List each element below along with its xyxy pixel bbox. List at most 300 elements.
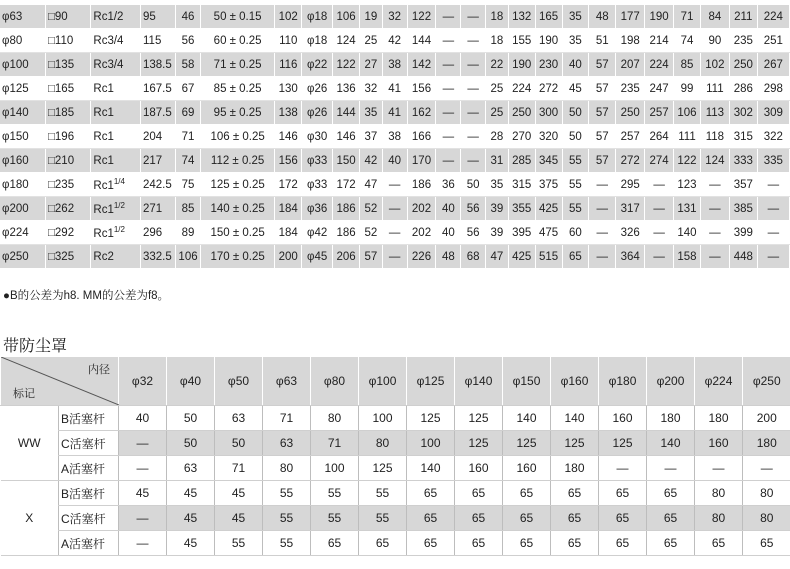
bore-header: φ40 bbox=[167, 357, 215, 406]
table-cell: 322 bbox=[757, 125, 789, 149]
dust-cover-table bbox=[0, 357, 790, 556]
table-cell: 250 bbox=[616, 101, 645, 125]
table-cell: 165 bbox=[535, 5, 562, 29]
table-cell: 65 bbox=[647, 506, 695, 531]
table-cell: 124 bbox=[700, 149, 729, 173]
table-row bbox=[1, 431, 790, 456]
table-cell: — bbox=[382, 173, 407, 197]
table-cell: 315 bbox=[508, 173, 535, 197]
table-cell: 200 bbox=[275, 245, 302, 269]
bore-header: φ63 bbox=[263, 357, 311, 406]
table-cell: □90 bbox=[45, 5, 90, 29]
group-label: X bbox=[1, 481, 59, 556]
table-cell: 118 bbox=[700, 125, 729, 149]
table-cell: — bbox=[436, 5, 461, 29]
table-cell: 71 bbox=[176, 125, 201, 149]
table-cell: 167.5 bbox=[141, 77, 176, 101]
table-cell: 65 bbox=[455, 481, 503, 506]
table-cell: — bbox=[700, 173, 729, 197]
table-cell: 32 bbox=[360, 77, 383, 101]
table-cell: 138 bbox=[275, 101, 302, 125]
table-cell: 56 bbox=[461, 197, 486, 221]
table-cell: 144 bbox=[407, 29, 436, 53]
table-cell: 112 ± 0.25 bbox=[200, 149, 274, 173]
table-cell: 235 bbox=[616, 77, 645, 101]
table-cell: 89 bbox=[176, 221, 201, 245]
table-cell: Rc1/2 bbox=[91, 5, 141, 29]
table-cell: 41 bbox=[382, 101, 407, 125]
table-cell: 286 bbox=[729, 77, 757, 101]
table-cell: 357 bbox=[729, 173, 757, 197]
table-cell: 65 bbox=[407, 481, 455, 506]
table-cell: □235 bbox=[45, 173, 90, 197]
table-cell: φ80 bbox=[0, 29, 45, 53]
table-row bbox=[1, 406, 790, 431]
table-cell: 60 bbox=[562, 221, 589, 245]
table-cell: — bbox=[461, 29, 486, 53]
table-cell: 257 bbox=[645, 101, 674, 125]
table-cell: — bbox=[589, 197, 616, 221]
table-cell: 156 bbox=[407, 77, 436, 101]
table-cell: 65 bbox=[599, 506, 647, 531]
table-cell: 180 bbox=[551, 456, 599, 481]
table-cell: 515 bbox=[535, 245, 562, 269]
table-row bbox=[0, 221, 790, 245]
table-row bbox=[1, 506, 790, 531]
table-cell bbox=[91, 173, 141, 197]
table-cell: 160 bbox=[503, 456, 551, 481]
table-cell: 186 bbox=[333, 197, 360, 221]
table-cell: φ18 bbox=[302, 5, 333, 29]
table-cell: — bbox=[436, 77, 461, 101]
table-cell: 302 bbox=[729, 101, 757, 125]
table-cell: 200 bbox=[743, 406, 790, 431]
table-cell: 155 bbox=[508, 29, 535, 53]
table-cell: 74 bbox=[176, 149, 201, 173]
table-cell: 95 bbox=[141, 5, 176, 29]
table-cell: 170 ± 0.25 bbox=[200, 245, 274, 269]
table-cell: 65 bbox=[503, 481, 551, 506]
table-row bbox=[0, 149, 790, 173]
table-cell: 22 bbox=[486, 53, 509, 77]
table-cell: 166 bbox=[407, 125, 436, 149]
table-cell: 74 bbox=[674, 29, 701, 53]
table-cell bbox=[91, 221, 141, 245]
table-cell: 55 bbox=[359, 506, 407, 531]
table-cell: 122 bbox=[674, 149, 701, 173]
table-cell: 198 bbox=[616, 29, 645, 53]
table-cell: — bbox=[645, 221, 674, 245]
table-cell: 131 bbox=[674, 197, 701, 221]
table-cell: 180 bbox=[743, 431, 790, 456]
table-cell: — bbox=[461, 125, 486, 149]
table-cell: 257 bbox=[616, 125, 645, 149]
table-cell: φ224 bbox=[0, 221, 45, 245]
table-cell: 35 bbox=[360, 101, 383, 125]
table-cell: 186 bbox=[407, 173, 436, 197]
table-cell: 45 bbox=[562, 77, 589, 101]
table-cell: 125 bbox=[503, 431, 551, 456]
table-cell: 65 bbox=[407, 506, 455, 531]
table-cell: — bbox=[119, 456, 167, 481]
table-cell: 385 bbox=[729, 197, 757, 221]
table-cell: 224 bbox=[757, 5, 789, 29]
table-cell: 35 bbox=[486, 173, 509, 197]
table-cell: — bbox=[461, 149, 486, 173]
table-cell: 142 bbox=[407, 53, 436, 77]
table-cell: 65 bbox=[562, 245, 589, 269]
table-row bbox=[0, 245, 790, 269]
table-cell: 40 bbox=[436, 221, 461, 245]
table-cell: 55 bbox=[562, 149, 589, 173]
table-cell: 71 ± 0.25 bbox=[200, 53, 274, 77]
table-cell: 52 bbox=[360, 221, 383, 245]
table-cell: 146 bbox=[275, 125, 302, 149]
table-cell: 45 bbox=[215, 506, 263, 531]
table-cell: 55 bbox=[263, 481, 311, 506]
table-cell: 65 bbox=[695, 531, 743, 556]
table-cell: — bbox=[743, 456, 790, 481]
table-cell: — bbox=[645, 197, 674, 221]
table-cell: 63 bbox=[215, 406, 263, 431]
rod-type-label: B活塞杆 bbox=[59, 406, 119, 431]
table-cell: 50 bbox=[562, 101, 589, 125]
table-cell: 55 bbox=[311, 481, 359, 506]
table-cell: φ150 bbox=[0, 125, 45, 149]
table-cell: 425 bbox=[535, 197, 562, 221]
table-cell: 50 bbox=[461, 173, 486, 197]
table-cell: 160 bbox=[455, 456, 503, 481]
table-cell: 65 bbox=[455, 506, 503, 531]
table-cell: 162 bbox=[407, 101, 436, 125]
rod-type-label: C活塞杆 bbox=[59, 431, 119, 456]
table-cell: 207 bbox=[616, 53, 645, 77]
table-row bbox=[0, 53, 790, 77]
table-cell: 110 bbox=[275, 29, 302, 53]
bore-header: φ125 bbox=[407, 357, 455, 406]
table-cell: — bbox=[461, 77, 486, 101]
table-cell: 47 bbox=[360, 173, 383, 197]
table-cell: 399 bbox=[729, 221, 757, 245]
table-cell: 18 bbox=[486, 5, 509, 29]
bore-header: φ100 bbox=[359, 357, 407, 406]
table-cell: φ42 bbox=[302, 221, 333, 245]
table-cell: 65 bbox=[599, 531, 647, 556]
table-cell: 138.5 bbox=[141, 53, 176, 77]
section-title: 带防尘罩 bbox=[3, 338, 68, 355]
table-cell: 51 bbox=[589, 29, 616, 53]
table-cell: 160 bbox=[599, 406, 647, 431]
table-row bbox=[0, 29, 790, 53]
table-cell: 57 bbox=[589, 53, 616, 77]
table-cell: 242.5 bbox=[141, 173, 176, 197]
table-cell: 46 bbox=[176, 5, 201, 29]
table-cell: 172 bbox=[275, 173, 302, 197]
table-cell: Rc3/4 bbox=[91, 53, 141, 77]
table-cell: — bbox=[382, 221, 407, 245]
table-cell: — bbox=[589, 221, 616, 245]
table-cell: Rc1 bbox=[91, 125, 141, 149]
table-row bbox=[0, 197, 790, 221]
table-cell: 309 bbox=[757, 101, 789, 125]
table-cell: 106 ± 0.25 bbox=[200, 125, 274, 149]
group-label: WW bbox=[1, 406, 59, 481]
table-cell: 100 bbox=[359, 406, 407, 431]
table-cell: — bbox=[700, 221, 729, 245]
table-cell: 57 bbox=[589, 149, 616, 173]
table-cell: 80 bbox=[695, 481, 743, 506]
table-cell: 251 bbox=[757, 29, 789, 53]
table-cell: 100 bbox=[311, 456, 359, 481]
bore-header: φ80 bbox=[311, 357, 359, 406]
table-cell: 172 bbox=[333, 173, 360, 197]
bore-header: φ32 bbox=[119, 357, 167, 406]
table-row bbox=[0, 101, 790, 125]
table-cell: 25 bbox=[486, 77, 509, 101]
table-cell: 320 bbox=[535, 125, 562, 149]
table-cell: 55 bbox=[311, 506, 359, 531]
table-cell: 99 bbox=[674, 77, 701, 101]
table-cell: 156 bbox=[275, 149, 302, 173]
table-cell: 285 bbox=[508, 149, 535, 173]
table-cell: 67 bbox=[176, 77, 201, 101]
table-cell: 140 ± 0.25 bbox=[200, 197, 274, 221]
table-cell: 80 bbox=[743, 481, 790, 506]
table-cell: 345 bbox=[535, 149, 562, 173]
corner-label-mark: 标记 bbox=[13, 388, 35, 400]
table-cell: 45 bbox=[167, 481, 215, 506]
table-cell: 295 bbox=[616, 173, 645, 197]
table-cell: 48 bbox=[589, 5, 616, 29]
table-cell: 55 bbox=[215, 531, 263, 556]
table-cell: 140 bbox=[503, 406, 551, 431]
table-cell: 65 bbox=[743, 531, 790, 556]
table-cell: 85 bbox=[176, 197, 201, 221]
port-size: Rc1 bbox=[93, 227, 114, 240]
table-cell: 140 bbox=[647, 431, 695, 456]
bore-header: φ150 bbox=[503, 357, 551, 406]
rod-type-label: A活塞杆 bbox=[59, 531, 119, 556]
table-cell: — bbox=[119, 506, 167, 531]
table-cell: 71 bbox=[674, 5, 701, 29]
table-cell: 18 bbox=[486, 29, 509, 53]
table-cell: — bbox=[700, 245, 729, 269]
table-cell: 186 bbox=[333, 221, 360, 245]
table-cell: □262 bbox=[45, 197, 90, 221]
table-cell: 136 bbox=[333, 77, 360, 101]
table-cell: 71 bbox=[311, 431, 359, 456]
table-cell: 335 bbox=[757, 149, 789, 173]
table-cell: 55 bbox=[359, 481, 407, 506]
table-cell: 235 bbox=[729, 29, 757, 53]
table-cell: 57 bbox=[589, 77, 616, 101]
table-cell: 80 bbox=[695, 506, 743, 531]
table-cell: 315 bbox=[729, 125, 757, 149]
table-cell: 115 bbox=[141, 29, 176, 53]
table-cell: 111 bbox=[700, 77, 729, 101]
table-cell: 63 bbox=[167, 456, 215, 481]
table-cell: 272 bbox=[535, 77, 562, 101]
table-cell: 71 bbox=[215, 456, 263, 481]
table-row bbox=[0, 125, 790, 149]
table-cell: □110 bbox=[45, 29, 90, 53]
table-cell: 50 bbox=[562, 125, 589, 149]
table-cell: 448 bbox=[729, 245, 757, 269]
table-cell: 170 bbox=[407, 149, 436, 173]
tolerance-note: ●B的公差为h8. MM的公差为f8。 bbox=[3, 290, 170, 302]
table-cell: 80 bbox=[359, 431, 407, 456]
table-cell: 124 bbox=[333, 29, 360, 53]
table-cell: 48 bbox=[436, 245, 461, 269]
table-cell: 111 bbox=[674, 125, 701, 149]
table-cell: 298 bbox=[757, 77, 789, 101]
table-cell: 125 bbox=[599, 431, 647, 456]
table-cell: 50 bbox=[215, 431, 263, 456]
table-cell: 50 ± 0.15 bbox=[200, 5, 274, 29]
table-cell: 39 bbox=[486, 221, 509, 245]
table-cell: 190 bbox=[645, 5, 674, 29]
table-cell: — bbox=[436, 29, 461, 53]
table-cell: — bbox=[757, 245, 789, 269]
table-cell: 160 bbox=[695, 431, 743, 456]
table-cell: 125 ± 0.25 bbox=[200, 173, 274, 197]
table-cell: 19 bbox=[360, 5, 383, 29]
bore-header: φ140 bbox=[455, 357, 503, 406]
table-cell: 55 bbox=[562, 173, 589, 197]
table-cell: 187.5 bbox=[141, 101, 176, 125]
table-cell: 125 bbox=[455, 431, 503, 456]
table-cell: 106 bbox=[176, 245, 201, 269]
table-cell: φ140 bbox=[0, 101, 45, 125]
table-cell: 63 bbox=[263, 431, 311, 456]
table-cell: 204 bbox=[141, 125, 176, 149]
table-cell: 202 bbox=[407, 221, 436, 245]
bore-header: φ200 bbox=[647, 357, 695, 406]
table-cell: 180 bbox=[647, 406, 695, 431]
corner-label-bore: 内径 bbox=[88, 364, 110, 376]
table-cell: 102 bbox=[700, 53, 729, 77]
table-cell: 36 bbox=[436, 173, 461, 197]
table-cell: 206 bbox=[333, 245, 360, 269]
table-cell: 122 bbox=[333, 53, 360, 77]
table-cell: 332.5 bbox=[141, 245, 176, 269]
table-row bbox=[0, 173, 790, 197]
table-cell: 125 bbox=[407, 406, 455, 431]
table-cell: 45 bbox=[167, 531, 215, 556]
table-cell: 271 bbox=[141, 197, 176, 221]
table-cell: — bbox=[695, 456, 743, 481]
table-cell: 90 bbox=[700, 29, 729, 53]
table-cell: φ22 bbox=[302, 53, 333, 77]
rod-type-label: A活塞杆 bbox=[59, 456, 119, 481]
table-cell: 300 bbox=[535, 101, 562, 125]
table-cell: □135 bbox=[45, 53, 90, 77]
rod-type-label: B活塞杆 bbox=[59, 481, 119, 506]
port-size: Rc1 bbox=[93, 179, 114, 192]
table-cell: 69 bbox=[176, 101, 201, 125]
table-cell: □185 bbox=[45, 101, 90, 125]
table-row bbox=[1, 481, 790, 506]
table-cell: 40 bbox=[119, 406, 167, 431]
table-cell: — bbox=[589, 245, 616, 269]
table-cell: — bbox=[436, 125, 461, 149]
table-cell: 230 bbox=[535, 53, 562, 77]
table-cell: — bbox=[436, 53, 461, 77]
table-cell: — bbox=[645, 245, 674, 269]
table-cell: φ30 bbox=[302, 125, 333, 149]
port-size-fraction: 1/2 bbox=[113, 225, 125, 235]
bore-header: φ250 bbox=[743, 357, 790, 406]
table-cell: 35 bbox=[562, 29, 589, 53]
table-cell: 106 bbox=[674, 101, 701, 125]
table-cell: φ33 bbox=[302, 173, 333, 197]
table-cell: 65 bbox=[647, 481, 695, 506]
table-cell: 56 bbox=[176, 29, 201, 53]
table-cell: 190 bbox=[508, 53, 535, 77]
table-cell: 32 bbox=[382, 5, 407, 29]
table-cell: 224 bbox=[645, 53, 674, 77]
table-cell: — bbox=[599, 456, 647, 481]
table-cell: — bbox=[461, 53, 486, 77]
table-cell: 158 bbox=[674, 245, 701, 269]
table-cell: Rc3/4 bbox=[91, 29, 141, 53]
table-cell: 247 bbox=[645, 77, 674, 101]
table-cell: 38 bbox=[382, 125, 407, 149]
table-cell: 224 bbox=[508, 77, 535, 101]
table-cell: 37 bbox=[360, 125, 383, 149]
table-cell: 65 bbox=[455, 531, 503, 556]
table-cell: 35 bbox=[562, 5, 589, 29]
table-cell: φ18 bbox=[302, 29, 333, 53]
port-size: Rc1 bbox=[93, 203, 114, 216]
table-cell: 132 bbox=[508, 5, 535, 29]
table-cell: 123 bbox=[674, 173, 701, 197]
table-cell: 202 bbox=[407, 197, 436, 221]
table-cell: 85 ± 0.25 bbox=[200, 77, 274, 101]
table-cell: 60 ± 0.25 bbox=[200, 29, 274, 53]
table-cell: 25 bbox=[360, 29, 383, 53]
table-cell: 65 bbox=[647, 531, 695, 556]
table-cell: — bbox=[461, 5, 486, 29]
table-cell: 106 bbox=[333, 5, 360, 29]
table-cell: — bbox=[382, 197, 407, 221]
table-cell: 146 bbox=[333, 125, 360, 149]
table-cell: 250 bbox=[729, 53, 757, 77]
table-cell: 80 bbox=[311, 406, 359, 431]
table-cell: 84 bbox=[700, 5, 729, 29]
table-cell: — bbox=[645, 173, 674, 197]
table-cell: Rc1 bbox=[91, 101, 141, 125]
table-cell: 40 bbox=[436, 197, 461, 221]
table-cell: φ26 bbox=[302, 77, 333, 101]
table-cell: 75 bbox=[176, 173, 201, 197]
table-cell: Rc1 bbox=[91, 77, 141, 101]
table-cell: φ45 bbox=[302, 245, 333, 269]
table-cell: 250 bbox=[508, 101, 535, 125]
table-cell: 65 bbox=[551, 481, 599, 506]
table-cell: 296 bbox=[141, 221, 176, 245]
table-cell: Rc2 bbox=[91, 245, 141, 269]
table-cell: 125 bbox=[551, 431, 599, 456]
table-cell: 130 bbox=[275, 77, 302, 101]
table-cell: 40 bbox=[562, 53, 589, 77]
table-cell: 270 bbox=[508, 125, 535, 149]
table-cell: 55 bbox=[263, 531, 311, 556]
table-cell: 100 bbox=[407, 431, 455, 456]
table-cell: 113 bbox=[700, 101, 729, 125]
table-cell: 317 bbox=[616, 197, 645, 221]
table-cell: 65 bbox=[359, 531, 407, 556]
